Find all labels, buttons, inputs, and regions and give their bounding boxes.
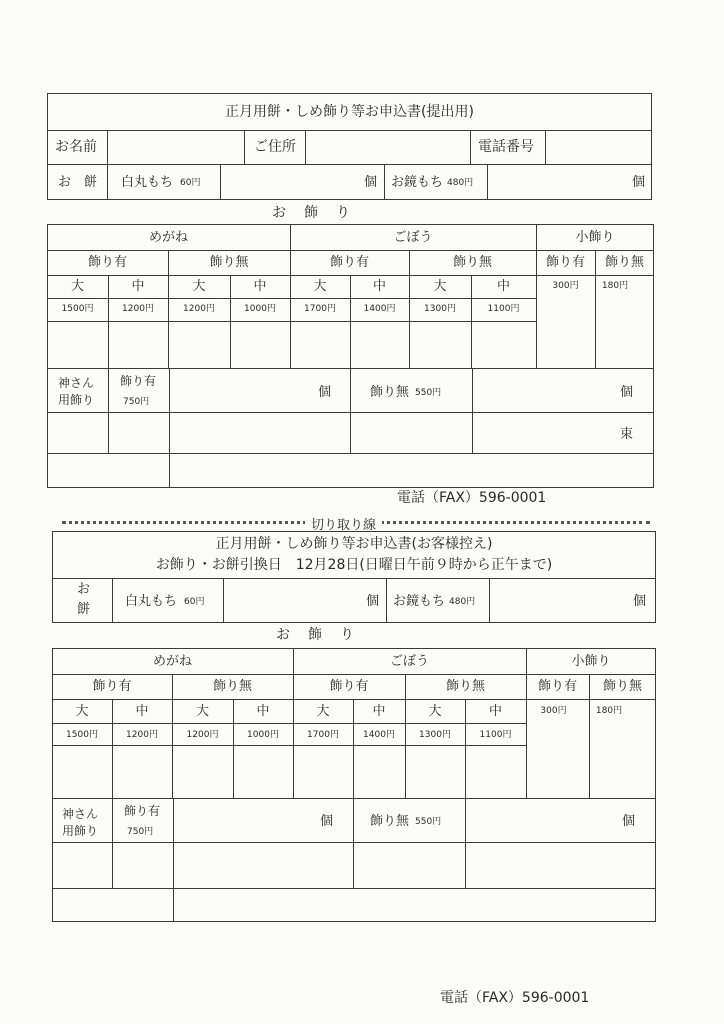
- price-cell: 1400円: [363, 730, 395, 740]
- kamisan-ari-price: 750円: [127, 827, 154, 837]
- price-cell: 1300円: [419, 730, 451, 740]
- price-cell: 1200円: [122, 304, 154, 314]
- kamisan-nashi-price: 550円: [415, 817, 442, 827]
- phone-label: 電話番号: [478, 139, 534, 155]
- exchange-date: お飾り・お餅引換日 12月28日(日曜日午前９時から正午まで): [155, 557, 553, 573]
- fax-number: 電話（FAX）596-0001: [397, 490, 547, 506]
- megane-ari: 飾り有: [87, 255, 127, 270]
- gobou-header: ごぼう: [389, 654, 429, 669]
- price-cell: 1700円: [307, 730, 339, 740]
- size-dai: 大: [433, 279, 447, 294]
- kokazari-header: 小飾り: [571, 654, 611, 669]
- kamisan-nashi-unit: 個: [622, 814, 636, 829]
- kamisan-label-2: 用飾り: [58, 393, 95, 407]
- price-cell: 1000円: [247, 730, 279, 740]
- size-chu: 中: [372, 704, 386, 719]
- size-chu: 中: [131, 279, 145, 294]
- kokazari-nashi-price: 180円: [595, 706, 623, 716]
- okagami-price: 480円: [449, 597, 476, 607]
- megane-header: めがね: [152, 654, 192, 669]
- fax-number: 電話（FAX）596-0001: [440, 990, 590, 1006]
- price-cell: 1200円: [186, 730, 219, 740]
- size-chu: 中: [372, 279, 386, 294]
- mochi-label-1: お: [77, 582, 91, 597]
- shiromaru-price: 60円: [184, 597, 205, 607]
- price-cell: 1700円: [304, 304, 336, 314]
- shiromaru-price: 60円: [180, 178, 201, 188]
- size-dai: 大: [316, 704, 330, 719]
- kamisan-nashi-unit: 個: [620, 385, 634, 400]
- address-field[interactable]: [306, 131, 469, 163]
- address-label: ご住所: [254, 139, 296, 155]
- price-cell: 1100円: [487, 304, 520, 314]
- shiromaru-unit: 個: [366, 594, 380, 609]
- kamisan-ari-unit: 個: [320, 814, 334, 829]
- shiromaru-label: 白丸もち: [125, 594, 178, 609]
- okagami-qty[interactable]: [488, 165, 651, 199]
- kokazari-nashi: 飾り無: [604, 255, 644, 270]
- mochi-label: お 餅: [58, 175, 98, 190]
- kokazari-ari-price: 300円: [552, 281, 579, 291]
- kokazari-ari: 飾り有: [545, 255, 585, 270]
- kamisan-nashi-price: 550円: [415, 388, 442, 398]
- kokazari-header: 小飾り: [575, 230, 615, 245]
- phone-field[interactable]: [546, 131, 651, 163]
- taba-unit: 束: [620, 427, 634, 442]
- kamisan-ari-price: 750円: [123, 397, 150, 407]
- kamisan-nashi-label: 飾り無: [370, 814, 410, 829]
- kamisan-ari-unit: 個: [318, 385, 332, 400]
- megane-ari: 飾り有: [92, 679, 132, 694]
- price-cell: 1400円: [363, 304, 396, 314]
- form-title: 正月用餅・しめ飾り等お申込書(お客様控え): [215, 536, 493, 552]
- okagami-qty[interactable]: [490, 579, 655, 622]
- gobou-nashi: 飾り無: [452, 255, 492, 270]
- kokazari-nashi: 飾り無: [602, 679, 642, 694]
- price-cell: 1300円: [424, 304, 456, 314]
- size-dai: 大: [70, 279, 84, 294]
- megane-nashi: 飾り無: [209, 255, 249, 270]
- kamisan-label-1: 神さん: [58, 376, 95, 390]
- size-dai: 大: [192, 279, 206, 294]
- okagami-unit: 個: [632, 175, 646, 190]
- shiromaru-label: 白丸もち: [121, 175, 174, 190]
- okagami-label: お鏡もち: [391, 175, 444, 190]
- size-chu: 中: [496, 279, 510, 294]
- shiromaru-unit: 個: [364, 175, 378, 190]
- gobou-ari: 飾り有: [329, 255, 369, 270]
- shiromaru-qty[interactable]: [224, 579, 385, 622]
- kamisan-ari-label: 飾り有: [120, 374, 157, 388]
- price-cell: 1000円: [244, 304, 276, 314]
- price-cell: 1500円: [61, 304, 94, 314]
- kazari-heading: お 飾 り: [276, 627, 356, 643]
- gobou-header: ごぼう: [393, 230, 433, 245]
- name-field[interactable]: [108, 131, 243, 163]
- kamisan-label-1: 神さん: [62, 807, 99, 821]
- size-dai: 大: [428, 704, 442, 719]
- kazari-heading: お 飾 り: [272, 205, 352, 221]
- okagami-unit: 個: [633, 594, 647, 609]
- cut-line-label: 切り取り線: [305, 514, 382, 533]
- size-dai: 大: [75, 704, 89, 719]
- size-chu: 中: [253, 279, 267, 294]
- mochi-label-2: 餅: [77, 602, 91, 617]
- size-chu: 中: [256, 704, 270, 719]
- gobou-ari: 飾り有: [329, 679, 369, 694]
- kamisan-label-2: 用飾り: [62, 824, 99, 838]
- price-cell: 1200円: [126, 730, 158, 740]
- name-label: お名前: [55, 139, 97, 155]
- size-dai: 大: [313, 279, 327, 294]
- kokazari-nashi-price: 180円: [601, 281, 629, 291]
- kamisan-ari-label: 飾り有: [124, 804, 161, 818]
- form-title: 正月用餅・しめ飾り等お申込書(提出用): [225, 104, 474, 120]
- kokazari-ari: 飾り有: [537, 679, 577, 694]
- kokazari-ari-price: 300円: [540, 706, 567, 716]
- gobou-nashi: 飾り無: [445, 679, 485, 694]
- okagami-label: お鏡もち: [393, 594, 446, 609]
- size-chu: 中: [135, 704, 149, 719]
- price-cell: 1100円: [479, 730, 512, 740]
- price-cell: 1500円: [66, 730, 98, 740]
- size-dai: 大: [195, 704, 209, 719]
- megane-header: めがね: [148, 230, 188, 245]
- kamisan-nashi-label: 飾り無: [370, 385, 410, 400]
- okagami-price: 480円: [447, 178, 474, 188]
- size-chu: 中: [488, 704, 502, 719]
- price-cell: 1200円: [183, 304, 215, 314]
- megane-nashi: 飾り無: [212, 679, 252, 694]
- shiromaru-qty[interactable]: [221, 165, 383, 199]
